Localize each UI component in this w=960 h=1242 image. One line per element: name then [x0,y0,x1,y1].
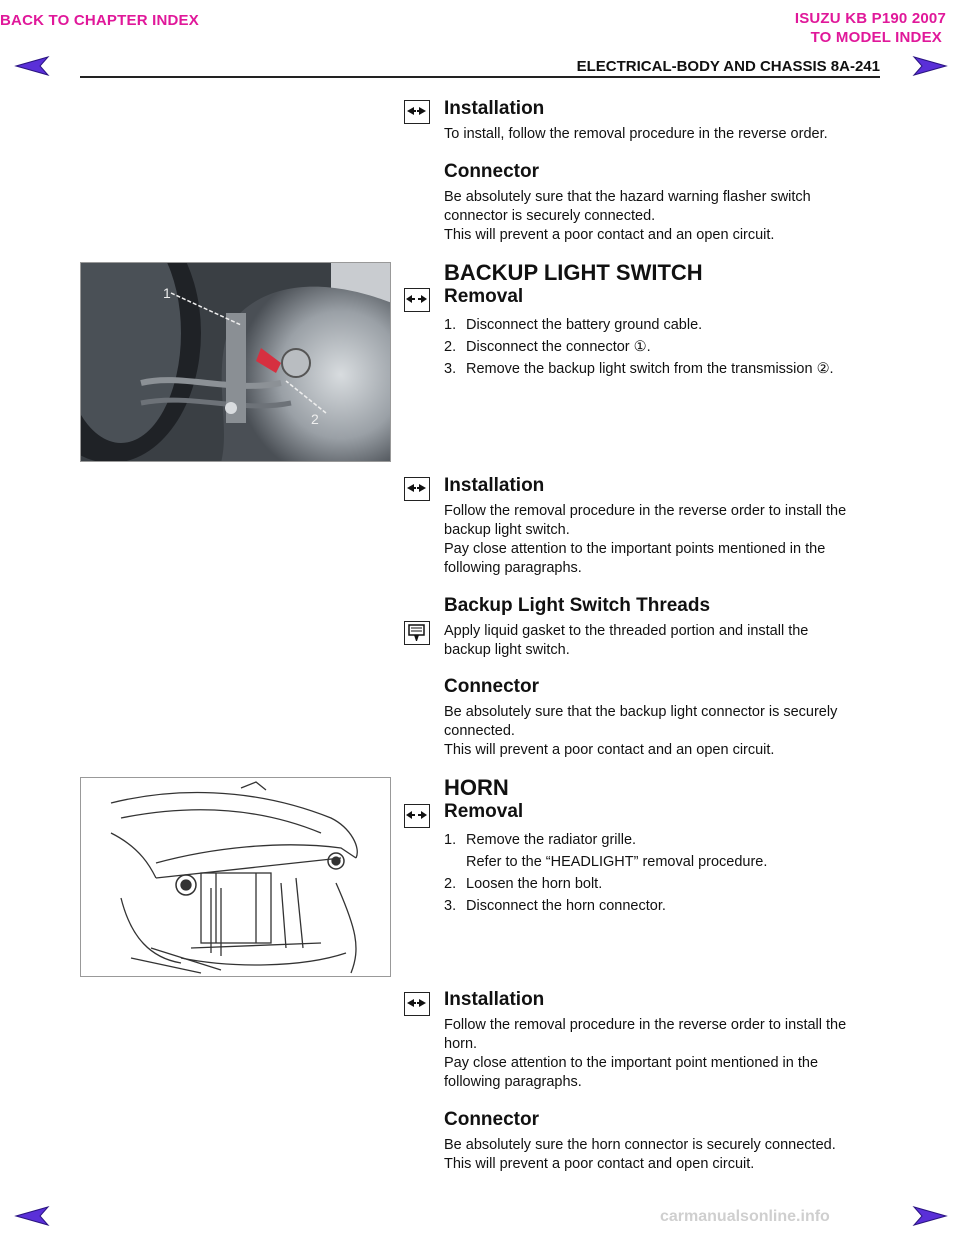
photo-callout-1: 1 [163,285,171,301]
installation-text-line: horn. [444,1036,478,1052]
list-item: 2. Disconnect the connector ①. [444,339,651,355]
connector-heading: Connector [444,676,539,697]
installation-text-line: backup light switch. [444,522,570,538]
backup-light-switch-title: BACKUP LIGHT SWITCH [444,260,703,285]
connector-text-line: connector is securely connected. [444,208,656,224]
next-page-arrow-bottom-icon[interactable] [912,1206,948,1226]
to-model-index-link[interactable]: TO MODEL INDEX [810,29,942,46]
backup-light-switch-photo [80,262,391,462]
connector-text-line: connected. [444,723,515,739]
installation-icon [404,992,430,1016]
threads-text-line: backup light switch. [444,642,570,658]
installation-text-line: following paragraphs. [444,560,582,576]
liquid-gasket-icon [404,621,430,645]
list-item: Refer to the “HEADLIGHT” removal procedure. [466,854,768,870]
installation-icon [404,477,430,501]
model-title-link[interactable]: ISUZU KB P190 2007 [794,10,946,27]
list-item: 3. Disconnect the horn connector. [444,898,666,914]
connector-text-line: Be absolutely sure the horn connector is securely connected. [444,1137,836,1153]
connector-text-line: Be absolutely sure that the hazard warning flasher switch [444,189,811,205]
list-item: 2. Loosen the horn bolt. [444,876,603,892]
removal-heading: Removal [444,801,524,822]
connector-text-line: This will prevent a poor contact and open circuit. [444,1156,755,1172]
list-item: 1. Disconnect the battery ground cable. [444,317,703,333]
list-item: 1. Remove the radiator grille. [444,832,637,848]
page-header-title: ELECTRICAL-BODY AND CHASSIS 8A-241 [576,58,880,75]
installation-icon [404,100,430,124]
connector-text-line: This will prevent a poor contact and an open circuit. [444,742,775,758]
threads-heading: Backup Light Switch Threads [444,595,711,616]
installation-text-line: Follow the removal procedure in the reverse order to install the [444,1017,847,1033]
installation-heading: Installation [444,475,545,496]
installation-heading: Installation [444,989,545,1010]
connector-text-line: Be absolutely sure that the backup light connector is securely [444,704,838,720]
prev-page-arrow-bottom-icon[interactable] [14,1206,50,1226]
footer-watermark: carmanualsonline.info [660,1208,830,1225]
prev-page-arrow-icon[interactable] [14,56,50,76]
back-to-chapter-index-link[interactable]: BACK TO CHAPTER INDEX [0,12,199,29]
connector-text-line: This will prevent a poor contact and an open circuit. [444,227,775,243]
next-page-arrow-icon[interactable] [912,56,948,76]
removal-heading: Removal [444,286,524,307]
installation-text-line: Pay close attention to the important point mentioned in the [444,1055,819,1071]
removal-icon [404,804,430,828]
horn-title: HORN [444,775,509,800]
list-item: 3. Remove the backup light switch from the transmission ②. [444,361,834,377]
installation-heading: Installation [444,98,545,119]
installation-text-line: Follow the removal procedure in the reverse order to install the [444,503,847,519]
installation-text-line: Pay close attention to the important points mentioned in the [444,541,826,557]
connector-heading: Connector [444,161,539,182]
installation-text-line: following paragraphs. [444,1074,582,1090]
photo-callout-2: 2 [311,411,319,427]
removal-icon [404,288,430,312]
horn-diagram [80,777,391,977]
threads-text-line: Apply liquid gasket to the threaded portion and install the [444,623,809,639]
connector-heading: Connector [444,1109,539,1130]
installation-text: To install, follow the removal procedure in the reverse order. [444,126,828,142]
header-rule [80,76,880,78]
